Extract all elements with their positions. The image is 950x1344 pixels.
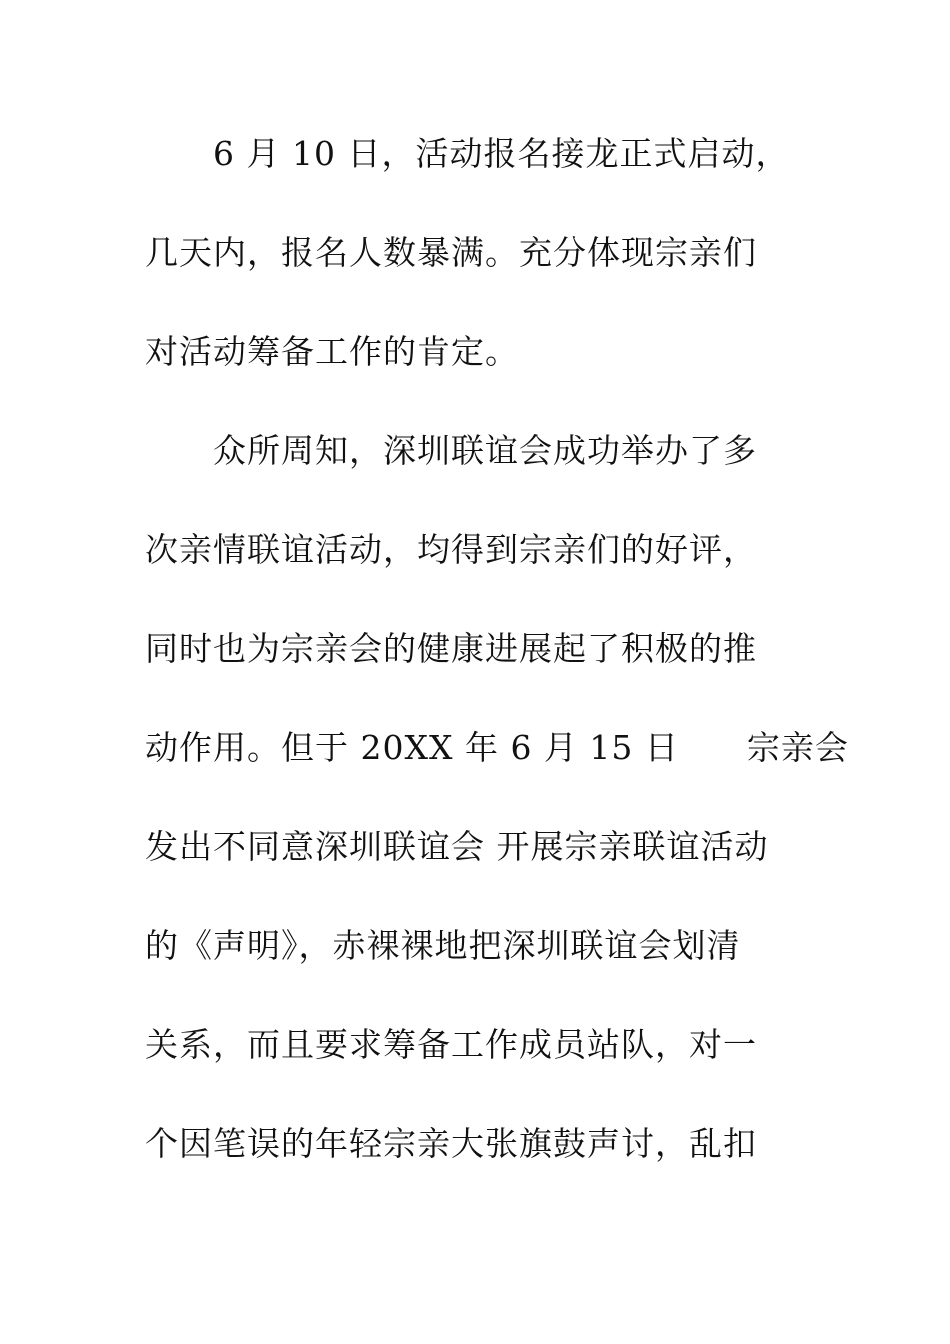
body-text [145, 126, 849, 1215]
text-line: 同时也为宗亲会的健康进展起了积极的推 [145, 629, 757, 668]
text-line: 几天内，报名人数暴满。充分体现宗亲们 [145, 233, 757, 272]
text-line: 发出不同意深圳联谊会 开展宗亲联谊活动 [145, 827, 769, 866]
text-line: 的《声明》，赤裸裸地把深圳联谊会划清 [145, 926, 741, 965]
text-line: 个因笔误的年轻宗亲大张旗鼓声讨，乱扣 [145, 1124, 757, 1163]
text-line: 次亲情联谊活动，均得到宗亲们的好评， [145, 530, 757, 569]
text-line: 6 月 10 日，活动报名接龙正式启动， [213, 134, 790, 173]
text-line: 对活动筹备工作的肯定。 [145, 332, 519, 371]
text-line: 动作用。但于 20XX 年 6 月 15 日 宗亲会 [145, 728, 849, 767]
text-line: 关系，而且要求筹备工作成员站队，对一 [145, 1025, 757, 1064]
text-line: 众所周知，深圳联谊会成功举办了多 [213, 431, 757, 470]
